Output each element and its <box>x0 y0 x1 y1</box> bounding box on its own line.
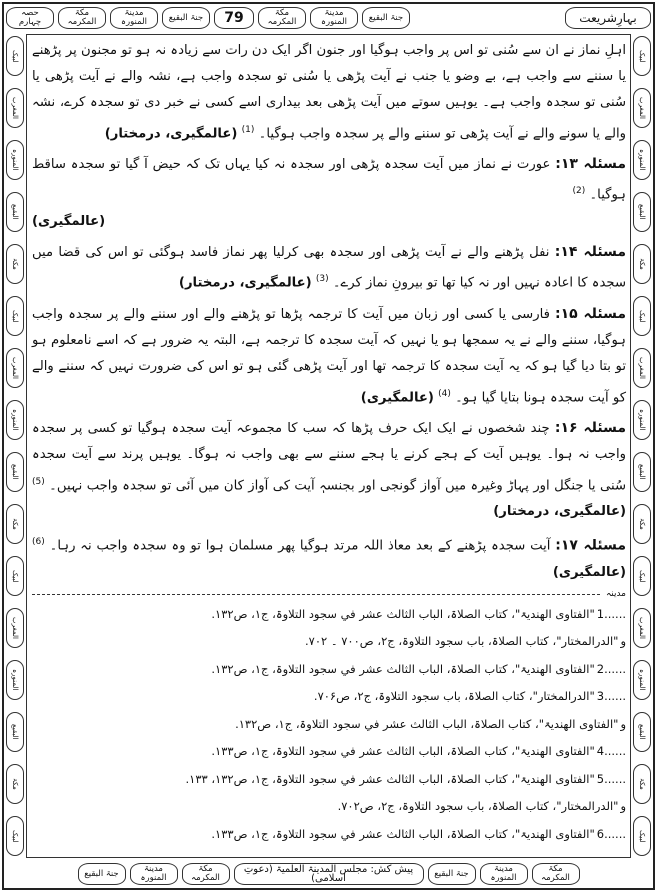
footnote-number: 1...... <box>596 606 626 621</box>
side-badge: لبیک <box>6 816 24 856</box>
citation: (عالمگیری) <box>32 214 106 229</box>
side-badge: لبیک <box>633 36 651 76</box>
header-part-label: حصہ چہارم <box>6 7 54 29</box>
masala-13 <box>32 151 626 235</box>
side-badge: المنورہ <box>633 660 651 700</box>
footnote-ref: (6) <box>32 537 45 548</box>
side-badge: المغرب <box>6 608 24 648</box>
masala-label: مسئلہ ۱۵: <box>555 306 626 322</box>
footer-badge: مدینۃ المنورہ <box>130 863 178 885</box>
divider-label: مدینہ <box>605 589 626 599</box>
side-badge: مکۃ <box>6 764 24 804</box>
citation: (عالمگیری) <box>552 565 626 580</box>
footnote-text: "الفتاوی الھندیۃ"، کتاب الصلاۃ، الباب الثالث عشر في سجود التلاوۃ، ج۱، ص۱۳۳. <box>211 744 595 759</box>
footnote-ref: (2) <box>572 186 586 197</box>
footnotes <box>32 600 626 848</box>
side-badge: البقیع <box>633 192 651 232</box>
side-badge: المغرب <box>6 88 24 128</box>
header-badge: مدینۃ المنورہ <box>110 7 158 29</box>
footnote-divider <box>32 589 626 599</box>
footer-badge: جنۃ البقیع <box>428 863 476 885</box>
right-ornament-column <box>631 36 653 856</box>
footnote-text: "الفتاوی الھندیۃ"، کتاب الصلاۃ، الباب الثالث عشر في سجود التلاوۃ، ج۱، ص۱۳۲، ۱۳۳. <box>185 771 595 786</box>
paragraph <box>32 38 626 147</box>
header-badge: مکۃ المکرمہ <box>258 7 306 29</box>
side-badge: البقیع <box>6 192 24 232</box>
side-badge: مکۃ <box>6 504 24 544</box>
side-badge: مکۃ <box>6 244 24 284</box>
masala-17 <box>32 529 626 586</box>
side-badge: لبیک <box>6 296 24 336</box>
footnote <box>32 655 626 683</box>
side-badge: لبیک <box>6 36 24 76</box>
citation: (عالمگیری، درمختار) <box>178 275 312 291</box>
side-badge: لبیک <box>633 296 651 336</box>
page-header <box>6 5 651 31</box>
footnote <box>32 765 626 793</box>
side-badge: المغرب <box>633 348 651 388</box>
footnote <box>32 820 626 848</box>
side-badge: البقیع <box>6 712 24 752</box>
divider-line <box>32 594 600 595</box>
footnote-number: و <box>620 634 626 649</box>
footnote-text: "الدرالمختار"، کتاب الصلاۃ، باب سجود التلاوۃ، ج۲، ص۷۰۲. <box>337 799 619 814</box>
header-badge: جنۃ البقیع <box>162 7 210 29</box>
footnote <box>32 738 626 766</box>
masala-text: عورت نے نماز میں آیت سجدہ پڑھی اور سجدہ نہ کیا یہاں تک کہ حیض آ گیا تو سجدہ ساقط ہوگیا۔ <box>32 157 626 203</box>
side-badge: البقیع <box>633 712 651 752</box>
side-badge: المنورہ <box>633 140 651 180</box>
footnote-ref: (5) <box>32 476 45 487</box>
side-badge: البقیع <box>6 452 24 492</box>
footnote-text: "الدرالمختار"، کتاب الصلاۃ، باب سجود التلاوۃ، ج۲، ص۷۰۶. <box>313 689 595 704</box>
side-badge: المغرب <box>633 88 651 128</box>
footnote-ref: (3) <box>315 274 329 285</box>
page-number: 79 <box>214 7 254 29</box>
footnote-text: "الفتاوی الھندیۃ"، کتاب الصلاۃ، الباب الثالث عشر في سجود التلاوۃ، ج۱، ص۱۳۳. <box>211 826 595 841</box>
footnote <box>32 710 626 738</box>
book-title: بہارِشریعت <box>565 7 651 29</box>
masala-15 <box>32 301 626 411</box>
footnote <box>32 793 626 821</box>
footnote-number: 4...... <box>596 744 626 759</box>
masala-text: نفل پڑھنے والے نے آیت پڑھی اور سجدہ بھی کرلیا پھر نماز فاسد ہوگئی تو اس کی قضا میں سجدہ کا اعادہ نہیں اور نہ کیا تھا تو بیرونِ نماز کرے۔ <box>32 245 626 291</box>
side-badge: المنورہ <box>6 400 24 440</box>
side-badge: مکۃ <box>633 764 651 804</box>
paragraph-text: اہلِ نماز نے ان سے سُنی تو اس پر واجب ہوگیا اور جنون اگر ایک دن رات سے زیادہ نہ ہو تو مجنون پر پڑھنے یا سننے سے واجب ہے، بے وضو یا جنب نے آیت پڑھی یا سُنی تو سجدہ واجب ہے، نشہ والے نے آیت پڑھی یا سُنی تو سجدہ واجب ہے۔ یوہیں سوتے میں آیت پڑھی بعد بیداری اسے کسی نے خبر دی تو سجدہ کرے، نشہ والے یا سونے والے نے آیت پڑھی تو سننے والے پر سجدہ واجب ہوگیا۔ <box>32 43 626 141</box>
masala-label: مسئلہ ۱۶: <box>554 420 626 437</box>
publisher-credit: پیش کش: مجلس المدینۃ العلمیۃ (دعوتِ اسلامی) <box>234 863 424 885</box>
header-badge: مدینۃ المنورہ <box>310 7 358 29</box>
footnote-ref: (1) <box>241 124 255 135</box>
masala-text: فارسی یا کسی اور زبان میں آیت کا ترجمہ پڑھا تو پڑھنے والے اور سننے والے پر سجدہ واجب ہوگیا، سننے والے نے یہ سمجھا ہو یا نہیں کہ آیت سجدہ کا ترجمہ ہے، البتہ یہ ضرور ہے کہ اسے نامعلوم ہو تو بتا دیا گیا ہو کہ یہ آیت سجدہ کا ترجمہ تھا اور آیت پڑھی گئی ہو تو اس کی ضرورت نہیں کہ سننے والے کو آیت سجدہ ہونا بتایا گیا ہو۔ <box>32 307 626 405</box>
footnote <box>32 600 626 628</box>
side-badge: لبیک <box>633 816 651 856</box>
side-badge: المنورہ <box>6 660 24 700</box>
main-text <box>32 38 626 590</box>
page-footer <box>6 861 651 887</box>
side-badge: لبیک <box>6 556 24 596</box>
footnote-text: "الفتاوی الھندیۃ"، کتاب الصلاۃ، الباب الثالث عشر في سجود التلاوۃ، ج۱، ص۱۳۲. <box>211 606 595 621</box>
masala-label: مسئلہ ۱۷: <box>555 537 626 554</box>
footnote-text: "الفتاوی الھندیۃ"، کتاب الصلاۃ، الباب الثالث عشر في سجود التلاوۃ، ج۱، ص۱۳۲. <box>235 716 619 731</box>
footnote-text: "الدرالمختار"، کتاب الصلاۃ، باب سجود التلاوۃ، ج۲، ص۷۰۰ ۔ ۷۰۲. <box>305 634 619 649</box>
side-badge: المغرب <box>633 608 651 648</box>
side-badge: المنورہ <box>633 400 651 440</box>
footnote-number: و <box>620 716 626 731</box>
masala-16 <box>32 415 626 525</box>
left-ornament-column <box>4 36 26 856</box>
footer-badge: مکۃ المکرمہ <box>182 863 230 885</box>
footnote-number: 3...... <box>596 689 626 704</box>
masala-14 <box>32 239 626 297</box>
masala-label: مسئلہ ۱۳: <box>555 156 626 173</box>
footnote-number: 5...... <box>596 771 626 786</box>
footer-badge: مدینۃ المنورہ <box>480 863 528 885</box>
footnote <box>32 683 626 711</box>
footnote-number: 2...... <box>596 661 626 676</box>
masala-text: آیت سجدہ پڑھنے کے بعد معاذ اللہ مرتد ہوگیا پھر مسلمان ہوا تو وہ سجدہ واجب نہ رہا۔ <box>49 538 551 554</box>
footnote-number: 6...... <box>596 826 626 841</box>
side-badge: مکۃ <box>633 244 651 284</box>
footer-badge: مکۃ المکرمہ <box>532 863 580 885</box>
footer-badge: جنۃ البقیع <box>78 863 126 885</box>
side-badge: البقیع <box>633 452 651 492</box>
side-badge: مکۃ <box>633 504 651 544</box>
masala-label: مسئلہ ۱۴: <box>554 244 626 261</box>
footnote <box>32 628 626 656</box>
footnote-text: "الفتاوی الھندیۃ"، کتاب الصلاۃ، الباب الثالث عشر في سجود التلاوۃ، ج۱، ص۱۳۲. <box>211 661 595 676</box>
side-badge: المغرب <box>6 348 24 388</box>
footnote-number: و <box>620 799 626 814</box>
footnote-ref: (4) <box>438 388 451 399</box>
citation: (عالمگیری، درمختار) <box>493 504 626 520</box>
side-badge: لبیک <box>633 556 651 596</box>
side-badge: المنورہ <box>6 140 24 180</box>
header-badge: جنۃ البقیع <box>362 7 410 29</box>
citation: (عالمگیری، درمختار) <box>104 126 238 141</box>
masala-text: چند شخصوں نے ایک ایک حرف پڑھا کہ سب کا مجموعہ آیت سجدہ ہوگیا تو کسی پر سجدہ واجب نہ ہوا۔ یوہیں آیت کے ہجے کرنے یا ہجے سننے سے بھی واجب نہ ہوگا۔ یوہیں پرند سے آیت سجدہ سُنی یا جنگل اور پہاڑ وغیرہ میں آواز گونجی اور بجنسہٖ آیت کی آواز کان میں آئی تو سجدہ واجب نہیں۔ <box>32 421 627 493</box>
citation: (عالمگیری) <box>360 390 434 405</box>
header-badge: مکۃ المکرمہ <box>58 7 106 29</box>
